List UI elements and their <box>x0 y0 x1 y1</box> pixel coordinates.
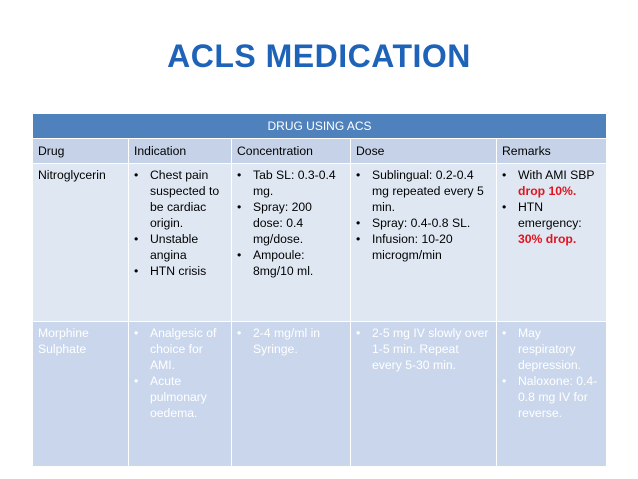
list-item: • Tab SL: 0.3-0.4 mg. <box>237 168 336 198</box>
table-header-row <box>33 139 607 164</box>
concentration-cell <box>232 164 351 322</box>
list-item: • Acute pulmonary oedema. <box>134 374 207 420</box>
list-item: • Chest pain suspected to be cardiac origin. <box>134 168 220 230</box>
list-item: • Unstable angina <box>134 232 199 262</box>
header-dose: Dose <box>351 139 497 164</box>
dose-cell <box>351 322 497 467</box>
list-item: • Spray: 0.4-0.8 SL. <box>356 216 471 230</box>
drug-table <box>32 113 607 467</box>
table-row-nitroglycerin <box>33 164 607 322</box>
list-item: • Infusion: 10-20 microgm/min <box>356 232 453 262</box>
table-caption: DRUG USING ACS <box>33 114 607 139</box>
list-item: • Sublingual: 0.2-0.4 mg repeated every 5 min. <box>356 168 484 214</box>
list-item: • May respiratory depression. <box>502 326 582 372</box>
list-item: • HTN crisis <box>134 264 207 278</box>
remarks-cell <box>497 164 607 322</box>
drug-name-cell: Nitroglycerin <box>33 164 129 322</box>
list-item: • Analgesic of choice for AMI. <box>134 326 217 372</box>
slide-title: ACLS MEDICATION <box>167 38 471 74</box>
list-item: • Ampoule: 8mg/10 ml. <box>237 248 314 278</box>
dose-cell <box>351 164 497 322</box>
list-item: • HTN emergency: 30% drop. <box>502 200 582 246</box>
table-row-morphine <box>33 322 607 467</box>
list-item: • 2-5 mg IV slowly over 1-5 min. Repeat every 5-30 min. <box>356 326 489 372</box>
header-indication: Indication <box>129 139 232 164</box>
list-item: • Naloxone: 0.4-0.8 mg IV for reverse. <box>502 374 598 420</box>
highlight-text: drop 10%. <box>518 184 577 198</box>
header-drug: Drug <box>33 139 129 164</box>
list-item: • With AMI SBP drop 10%. <box>502 168 595 198</box>
header-remarks: Remarks <box>497 139 607 164</box>
remarks-cell <box>497 322 607 467</box>
indication-cell <box>129 322 232 467</box>
drug-name-cell: Morphine Sulphate <box>33 322 129 467</box>
concentration-cell <box>232 322 351 467</box>
list-item: • 2-4 mg/ml in Syringe. <box>237 326 321 356</box>
indication-cell <box>129 164 232 322</box>
table-caption-row <box>33 114 607 139</box>
header-concentration: Concentration <box>232 139 351 164</box>
list-item: • Spray: 200 dose: 0.4 mg/dose. <box>237 200 312 246</box>
highlight-text: 30% drop. <box>518 232 577 246</box>
